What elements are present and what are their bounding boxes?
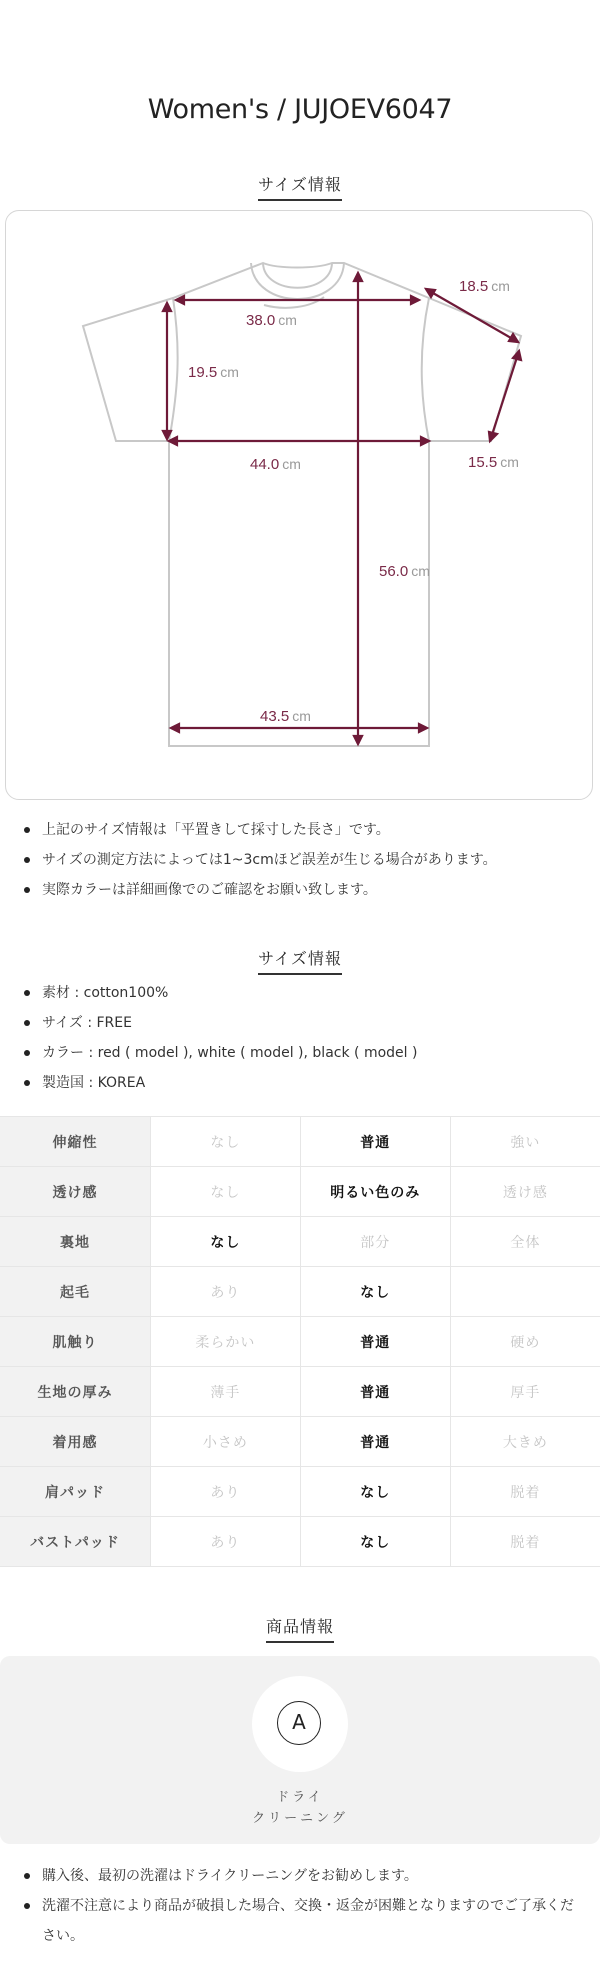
attribute-option: 硬め (450, 1317, 600, 1367)
attribute-option: あり (151, 1267, 301, 1317)
attribute-option-selected: なし (151, 1217, 301, 1267)
attribute-label: 透け感 (0, 1167, 151, 1217)
attribute-option-selected: なし (300, 1267, 450, 1317)
attribute-row (0, 1317, 600, 1367)
attribute-option: あり (151, 1467, 301, 1517)
attribute-option-selected: なし (300, 1467, 450, 1517)
attribute-label: 伸縮性 (0, 1117, 151, 1167)
sleeve-line (426, 289, 518, 342)
attribute-option (450, 1267, 600, 1317)
attribute-option: 柔らかい (151, 1317, 301, 1367)
care-heading: 商品情報 (266, 1614, 334, 1643)
attribute-row (0, 1417, 600, 1467)
measure-lines (163, 273, 521, 744)
attribute-row (0, 1217, 600, 1267)
arrow-sleeve-start (426, 289, 435, 297)
attribute-option-selected: 普通 (300, 1317, 450, 1367)
arrow-armhole-top (163, 303, 171, 311)
arrow-length-top (354, 273, 362, 281)
attribute-option: 薄手 (151, 1367, 301, 1417)
neck-label: 38.0 cm (246, 312, 297, 329)
fabric-attribute-table (0, 1116, 600, 1567)
details-heading: サイズ情報 (258, 946, 342, 975)
size-info-heading: サイズ情報 (258, 172, 342, 201)
attribute-label: 裏地 (0, 1217, 151, 1267)
attribute-option: 透け感 (450, 1167, 600, 1217)
arrow-right (411, 296, 419, 304)
care-notes-list (22, 1861, 582, 1951)
size-note: サイズの測定方法によっては1~3cmほど誤差が生じる場合があります。 (22, 851, 497, 881)
attribute-option: 脱着 (450, 1467, 600, 1517)
size-notes-list (22, 821, 497, 911)
care-note: 購入後、最初の洗濯はドライクリーニングをお勧めします。 (22, 1861, 582, 1891)
sleeve-length-label: 18.5 cm (459, 278, 510, 295)
attribute-row (0, 1367, 600, 1417)
size-info-heading-wrap (0, 172, 600, 201)
size-diagram (5, 210, 593, 800)
tshirt-outline (83, 263, 521, 746)
hem-label: 43.5 cm (260, 708, 311, 725)
size-note: 上記のサイズ情報は「平置きして採寸した長さ」です。 (22, 821, 497, 851)
attribute-row (0, 1117, 600, 1167)
attribute-row (0, 1167, 600, 1217)
attribute-label: 着用感 (0, 1417, 151, 1467)
attribute-option: 全体 (450, 1217, 600, 1267)
armhole-label: 19.5 cm (188, 364, 239, 381)
attribute-option: 強い (450, 1117, 600, 1167)
care-label-line1: ドライ (276, 1790, 324, 1805)
detail-color: カラー : red ( model ), white ( model ), black ( model ) (22, 1044, 417, 1074)
attribute-option: 厚手 (450, 1367, 600, 1417)
attribute-option: なし (151, 1117, 301, 1167)
details-list (22, 984, 417, 1104)
details-heading-wrap (0, 946, 600, 975)
care-info-box (0, 1656, 600, 1844)
attribute-option-selected: 普通 (300, 1367, 450, 1417)
attribute-option: 部分 (300, 1217, 450, 1267)
chest-label: 44.0 cm (250, 456, 301, 473)
attribute-label: 起毛 (0, 1267, 151, 1317)
arrow-hem-left (171, 724, 179, 732)
arrow-opening-bottom (489, 432, 497, 441)
attribute-option: 小さめ (151, 1417, 301, 1467)
attribute-row (0, 1267, 600, 1317)
care-note: 洗濯不注意により商品が破損した場合、交換・返金が困難となりますのでご了承ください。 (22, 1891, 582, 1951)
arrow-hem-right (419, 724, 427, 732)
attribute-label: バストパッド (0, 1517, 151, 1567)
attribute-option: なし (151, 1167, 301, 1217)
arrow-length-bottom (354, 736, 362, 744)
product-title: Women's / JUJOEV6047 (147, 94, 453, 125)
attribute-option-selected: 普通 (300, 1117, 450, 1167)
attribute-option-selected: 普通 (300, 1417, 450, 1467)
attribute-option-selected: 明るい色のみ (300, 1167, 450, 1217)
detail-country: 製造国 : KOREA (22, 1074, 417, 1104)
attribute-row (0, 1467, 600, 1517)
attribute-option: あり (151, 1517, 301, 1567)
length-label: 56.0 cm (379, 563, 430, 580)
detail-size: サイズ : FREE (22, 1014, 417, 1044)
sleeve-opening-label: 15.5 cm (468, 454, 519, 471)
tshirt-diagram-svg (6, 211, 594, 801)
size-note: 実際カラーは詳細画像でのご確認をお願い致します。 (22, 881, 497, 911)
attribute-label: 肩パッド (0, 1467, 151, 1517)
sleeve-opening-line (490, 351, 519, 441)
dry-clean-icon: A (277, 1701, 321, 1745)
attribute-option-selected: なし (300, 1517, 450, 1567)
care-icon-circle (252, 1676, 348, 1772)
care-heading-wrap (0, 1614, 600, 1643)
arrow-opening-top (513, 351, 521, 360)
attribute-label: 生地の厚み (0, 1367, 151, 1417)
detail-material: 素材 : cotton100% (22, 984, 417, 1014)
attribute-option: 脱着 (450, 1517, 600, 1567)
measure-labels (188, 278, 519, 725)
attribute-option: 大きめ (450, 1417, 600, 1467)
attribute-row (0, 1517, 600, 1567)
care-label-line2: クリーニング (252, 1811, 348, 1826)
attribute-label: 肌触り (0, 1317, 151, 1367)
